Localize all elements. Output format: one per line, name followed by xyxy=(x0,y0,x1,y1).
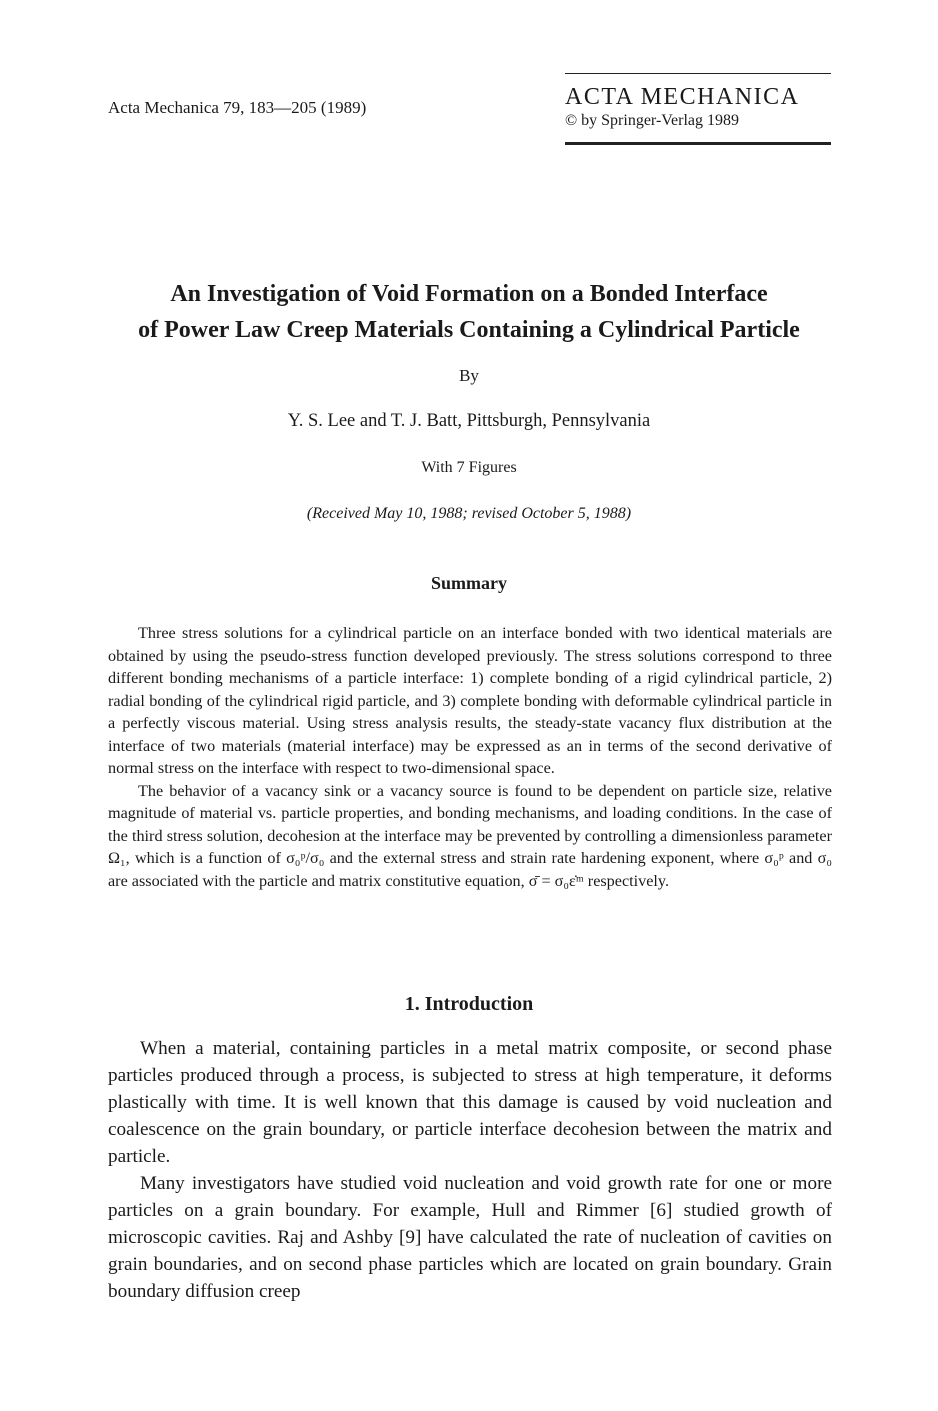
received-dates: (Received May 10, 1988; revised October 5, 1988) xyxy=(306,505,632,522)
journal-masthead xyxy=(565,73,831,145)
section-heading-introduction: 1. Introduction xyxy=(404,993,534,1015)
masthead-top-rule xyxy=(565,73,831,74)
copyright-notice: © by Springer-Verlag 1989 xyxy=(565,112,740,129)
introduction-body xyxy=(108,1035,832,1305)
summary-body xyxy=(108,622,832,892)
introduction-paragraph: When a material, containing particles in a metal matrix composite, or second phase particles produced through a process, is subjected to stress at high temperature, it deforms plastically with time. It is well known that this damage is caused by void nucleation and coalescence on the grain boundary, or particle interface decohesion between the matrix and particle. xyxy=(108,1038,832,1167)
article-title xyxy=(60,276,878,348)
introduction-paragraph: Many investigators have studied void nucleation and void growth rate for one or more particles on a grain boundary. For example, Hull and Rimmer [6] studied growth of microscopic cavities. Raj and Ashby [9] have calculated the rate of nucleation of cavities on grain boundaries, and on second phase particles which are located on grain boundary. Grain boundary diffusion creep xyxy=(108,1173,832,1302)
figure-count: With 7 Figures xyxy=(421,459,517,476)
summary-paragraph: The behavior of a vacancy sink or a vacancy source is found to be dependent on particle size, relative magnitude of material vs. particle properties, and bonding mechanisms, and loading conditions. In the case of the third stress solution, decohesion at the interface may be prevented by controlling a dimensionless parameter Ω₁, which is a function of σ₀ᵖ/σ₀ and the external stress and strain rate hardening exponent, where σ₀ᵖ and σ₀ are associated with the particle and matrix constitutive equation, σ̄ = σ₀ε̇ᵐ respectively. xyxy=(108,781,832,890)
summary-paragraph: Three stress solutions for a cylindrical particle on an interface bonded with two identical materials are obtained by using the pseudo-stress function developed previously. The stress solutions correspond to three different bonding mechanisms of a particle interface: 1) complete bonding of a rigid cylindrical particle, 2) radial bonding of the cylindrical rigid particle, and 3) complete bonding with deformable cylindrical particle in a perfectly viscous material. Using stress analysis results, the steady-state vacancy flux distribution at the interface of two materials (material interface) may be expressed as an in terms of the second derivative of normal stress on the interface with respect to two-dimensional space. xyxy=(108,624,832,777)
masthead-bottom-rule xyxy=(565,142,831,145)
journal-citation: Acta Mechanica 79, 183—205 (1989) xyxy=(108,98,367,117)
journal-name: ACTA MECHANICA xyxy=(565,84,800,110)
summary-heading: Summary xyxy=(431,573,507,593)
byline-label: By xyxy=(459,366,479,385)
title-line-2: of Power Law Creep Materials Containing a Cylindrical Particle xyxy=(138,317,800,343)
title-line-1: An Investigation of Void Formation on a Bonded Interface xyxy=(170,281,768,307)
authors: Y. S. Lee and T. J. Batt, Pittsburgh, Pennsylvania xyxy=(287,411,651,431)
